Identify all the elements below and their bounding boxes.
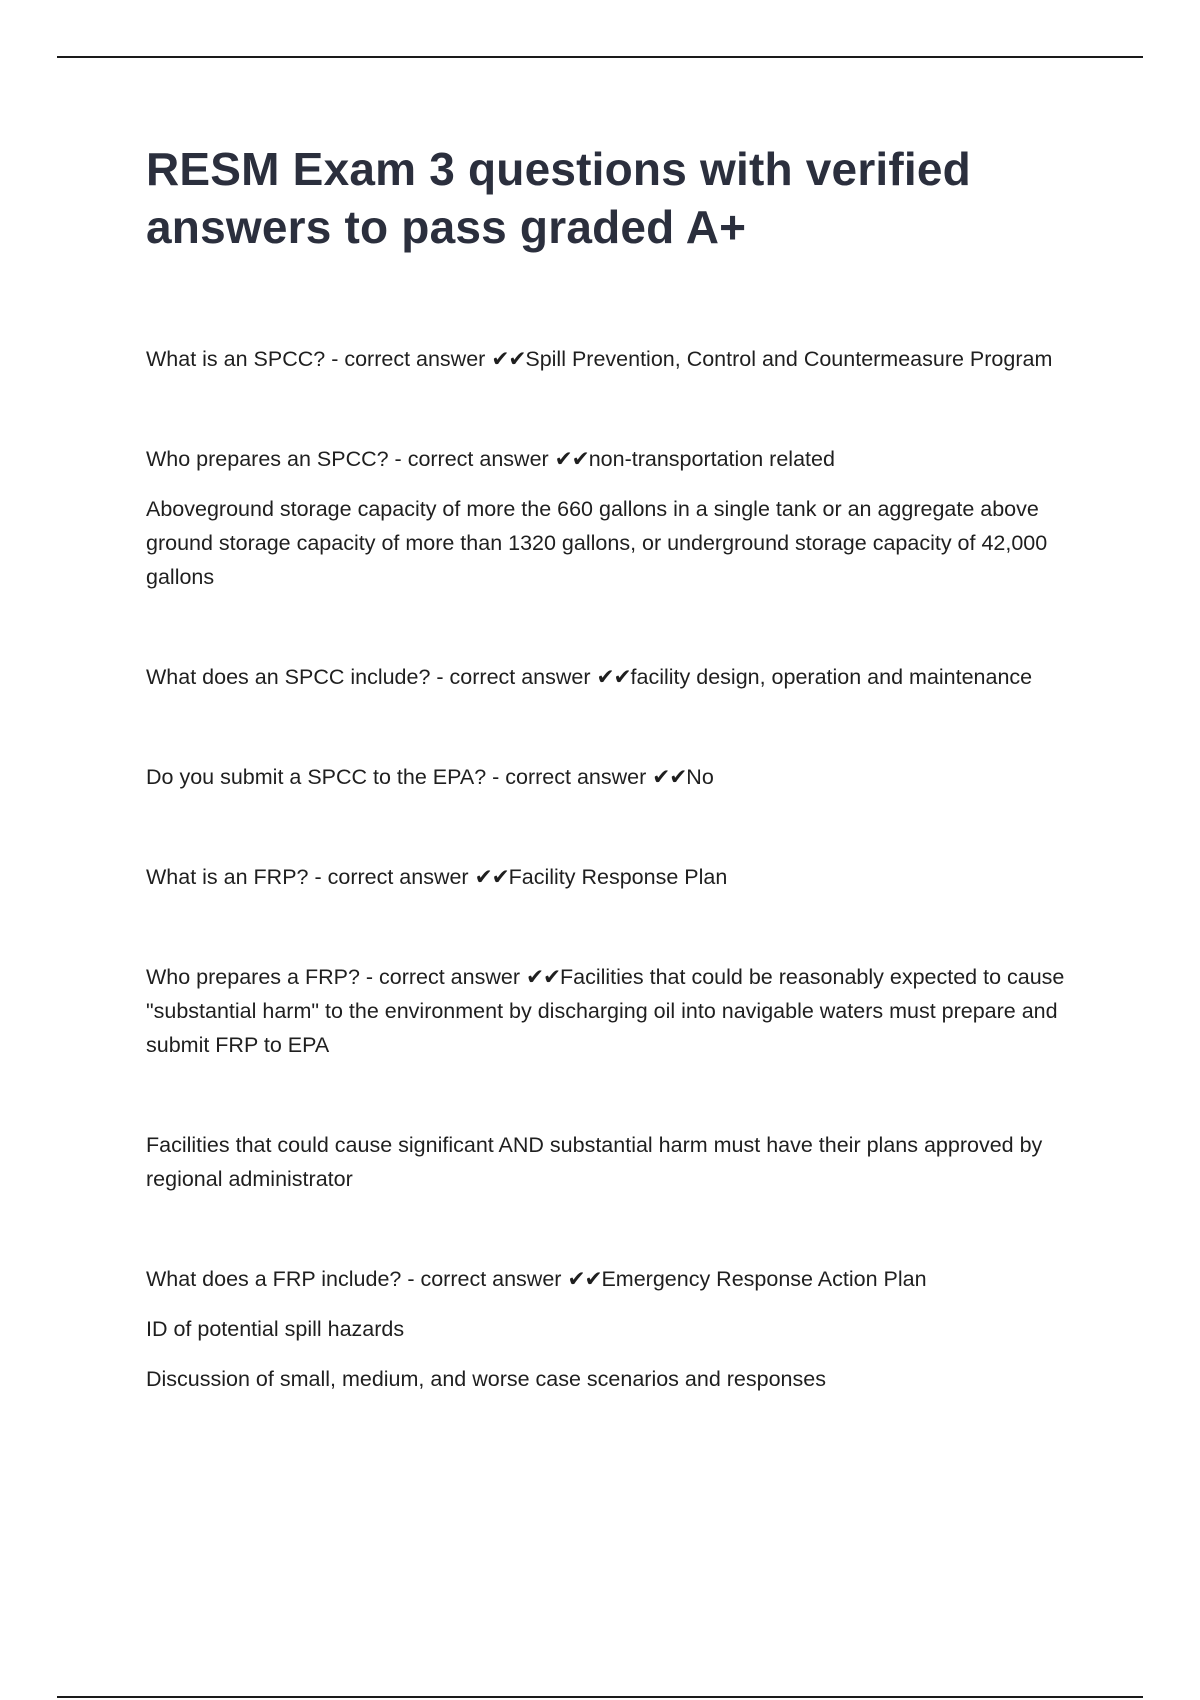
- question-text: Who prepares an SPCC? - correct answer: [146, 447, 549, 471]
- qa-line: [146, 442, 1086, 476]
- answer-detail: Facilities that could cause significant AND substantial harm must have their plans approved by regional administrator: [146, 1133, 1043, 1191]
- answer-text: No: [686, 765, 714, 789]
- check-marks-icon: ✔✔: [491, 347, 526, 371]
- qa-item: [146, 1262, 1086, 1396]
- qa-line: [146, 860, 1086, 894]
- qa-item: [146, 342, 1086, 376]
- answer-text: facility design, operation and maintenance: [630, 665, 1033, 689]
- answer-detail: ID of potential spill hazards: [146, 1317, 405, 1341]
- qa-item: [146, 1128, 1086, 1196]
- top-rule: [57, 56, 1143, 58]
- page-content: [146, 140, 1086, 1396]
- answer-text: Spill Prevention, Control and Countermeasure Program: [525, 347, 1053, 371]
- qa-line: [146, 660, 1086, 694]
- question-text: Who prepares a FRP? - correct answer: [146, 965, 520, 989]
- check-marks-icon: ✔✔: [567, 1267, 602, 1291]
- answer-text: Facility Response Plan: [508, 865, 728, 889]
- qa-line: [146, 1262, 1086, 1296]
- qa-item: [146, 860, 1086, 894]
- answer-detail: Discussion of small, medium, and worse case scenarios and responses: [146, 1367, 826, 1391]
- answer-text: Facilities that could be reasonably expected to cause "substantial harm" to the environment by discharging oil into navigable waters must prepare and submit FRP to EPA: [146, 965, 1065, 1057]
- question-text: What does an SPCC include? - correct answer: [146, 665, 591, 689]
- check-marks-icon: ✔✔: [652, 765, 687, 789]
- question-text: Do you submit a SPCC to the EPA? - correct answer: [146, 765, 647, 789]
- qa-item: [146, 960, 1086, 1062]
- answer-text: non-transportation related: [588, 447, 835, 471]
- answer-detail: Aboveground storage capacity of more the 660 gallons in a single tank or an aggregate above ground storage capacity of more than 1320 gallons, or underground storage capacity of 42,000 gallons: [146, 497, 1048, 589]
- document-title: RESM Exam 3 questions with verified answers to pass graded A+: [146, 143, 971, 253]
- qa-list: [146, 342, 1086, 1396]
- bottom-rule: [57, 1696, 1143, 1698]
- question-text: What does a FRP include? - correct answer: [146, 1267, 562, 1291]
- qa-item: [146, 760, 1086, 794]
- answer-text: Emergency Response Action Plan: [601, 1267, 927, 1291]
- question-text: What is an FRP? - correct answer: [146, 865, 469, 889]
- check-marks-icon: ✔✔: [525, 965, 561, 989]
- qa-line: [146, 342, 1086, 376]
- qa-item: [146, 442, 1086, 594]
- check-marks-icon: ✔✔: [554, 447, 589, 471]
- qa-line: [146, 960, 1086, 1062]
- qa-item: [146, 660, 1086, 694]
- question-text: What is an SPCC? - correct answer: [146, 347, 486, 371]
- qa-line: [146, 760, 1086, 794]
- check-marks-icon: ✔✔: [596, 665, 631, 689]
- check-marks-icon: ✔✔: [474, 865, 509, 889]
